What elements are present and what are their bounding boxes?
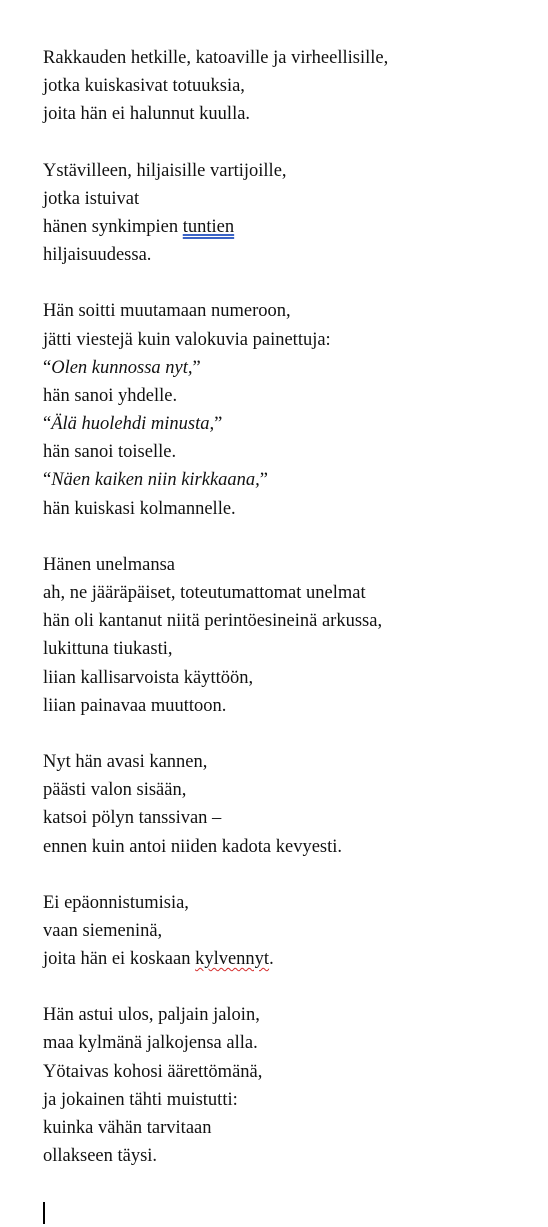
text-segment: .	[269, 949, 274, 970]
text-segment: päästi valon sisään,	[43, 780, 187, 801]
poem-line	[43, 297, 538, 325]
text-segment: jätti viestejä kuin valokuvia painettuja:	[43, 329, 331, 350]
text-segment: joita hän ei koskaan	[43, 949, 196, 970]
poem-line	[43, 185, 538, 213]
poem-line	[43, 1086, 538, 1114]
stanza	[43, 157, 538, 270]
text-segment: jotka istuivat	[43, 188, 140, 209]
text-segment: hän sanoi toiselle.	[43, 442, 177, 463]
text-segment: Nyt hän avasi kannen,	[43, 751, 208, 772]
text-segment: ”	[259, 470, 269, 491]
poem-line	[43, 100, 538, 128]
text-segment: Yötaivas kohosi äärettömänä,	[43, 1061, 263, 1082]
poem-line	[43, 889, 538, 917]
stanza	[43, 44, 538, 129]
poem-line	[43, 945, 538, 973]
poem-line	[43, 438, 538, 466]
grammar-flagged-word[interactable]: tuntien	[182, 216, 235, 237]
spelling-flagged-word[interactable]: kylvennyt	[195, 949, 270, 970]
poem-line	[43, 466, 538, 494]
text-segment: ”	[192, 357, 201, 378]
text-segment: hänen synkimpien	[43, 216, 183, 237]
text-segment: jotka kuiskasivat totuuksia,	[43, 76, 245, 97]
poem-line	[43, 635, 538, 663]
text-segment: Rakkauden hetkille, katoaville ja virheellisille,	[43, 48, 389, 68]
text-segment: ah, ne jääräpäiset, toteutumattomat unelmat	[43, 583, 366, 603]
poem-line	[43, 354, 538, 382]
poem-line	[43, 607, 538, 635]
text-segment: hän oli kantanut niitä perintöesineinä arkussa,	[43, 611, 383, 632]
text-segment: hiljaisuudessa.	[43, 245, 152, 266]
poem-line	[43, 833, 538, 861]
poem-line	[43, 1001, 538, 1029]
text-segment: liian painavaa muuttoon.	[43, 695, 227, 716]
poem-body[interactable]	[43, 44, 538, 1170]
poem-line	[43, 241, 538, 269]
poem-line	[43, 551, 538, 579]
text-segment: maa kylmänä jalkojensa alla.	[43, 1033, 258, 1054]
stanza	[43, 889, 538, 974]
text-segment: katsoi pölyn tanssivan –	[43, 808, 222, 829]
text-segment: joita hän ei halunnut kuulla.	[43, 104, 251, 125]
quoted-text: Näen kaiken niin kirkkaana,	[51, 470, 260, 491]
poem-line	[43, 213, 538, 241]
text-segment: Hänen unelmansa	[43, 554, 176, 575]
stanza	[43, 1001, 538, 1170]
quoted-text: Älä huolehdi minusta,	[51, 414, 215, 435]
text-segment: liian kallisarvoista käyttöön,	[43, 667, 254, 688]
quoted-text: Olen kunnossa nyt,	[51, 357, 193, 378]
text-segment: ennen kuin antoi niiden kadota kevyesti.	[43, 836, 343, 857]
text-segment: vaan siemeninä,	[43, 920, 163, 941]
cursor-line[interactable]	[43, 1198, 538, 1226]
poem-line	[43, 495, 538, 523]
poem-line	[43, 692, 538, 720]
text-segment: ollakseen täysi.	[43, 1146, 158, 1167]
poem-line	[43, 1114, 538, 1142]
text-segment: hän kuiskasi kolmannelle.	[43, 498, 236, 519]
text-segment: Hän astui ulos, paljain jaloin,	[43, 1005, 260, 1026]
poem-line	[43, 917, 538, 945]
poem-line	[43, 1029, 538, 1057]
text-segment: hän sanoi yhdelle.	[43, 385, 178, 406]
poem-line	[43, 776, 538, 804]
stanza	[43, 551, 538, 720]
poem-line	[43, 664, 538, 692]
poem-line	[43, 44, 538, 72]
stanza	[43, 297, 538, 523]
text-segment: Ei epäonnistumisia,	[43, 892, 189, 913]
poem-line	[43, 326, 538, 354]
text-segment: “	[43, 357, 52, 378]
text-segment: ja jokainen tähti muistutti:	[43, 1089, 238, 1110]
stanza	[43, 748, 538, 861]
text-segment: lukittuna tiukasti,	[43, 639, 173, 660]
text-segment: Hän soitti muutamaan numeroon,	[43, 301, 291, 322]
text-segment: “	[43, 414, 52, 435]
poem-line	[43, 579, 538, 607]
poem-line	[43, 157, 538, 185]
text-segment: ”	[214, 414, 223, 435]
poem-line	[43, 1142, 538, 1170]
text-segment: Ystävilleen, hiljaisille vartijoille,	[43, 160, 287, 181]
poem-line	[43, 410, 538, 438]
text-segment: “	[43, 470, 52, 491]
text-cursor	[43, 1202, 45, 1224]
document-page[interactable]	[43, 44, 538, 1227]
poem-line	[43, 382, 538, 410]
poem-line	[43, 72, 538, 100]
poem-line	[43, 804, 538, 832]
text-segment: kuinka vähän tarvitaan	[43, 1118, 212, 1138]
poem-line	[43, 1058, 538, 1086]
poem-line	[43, 748, 538, 776]
